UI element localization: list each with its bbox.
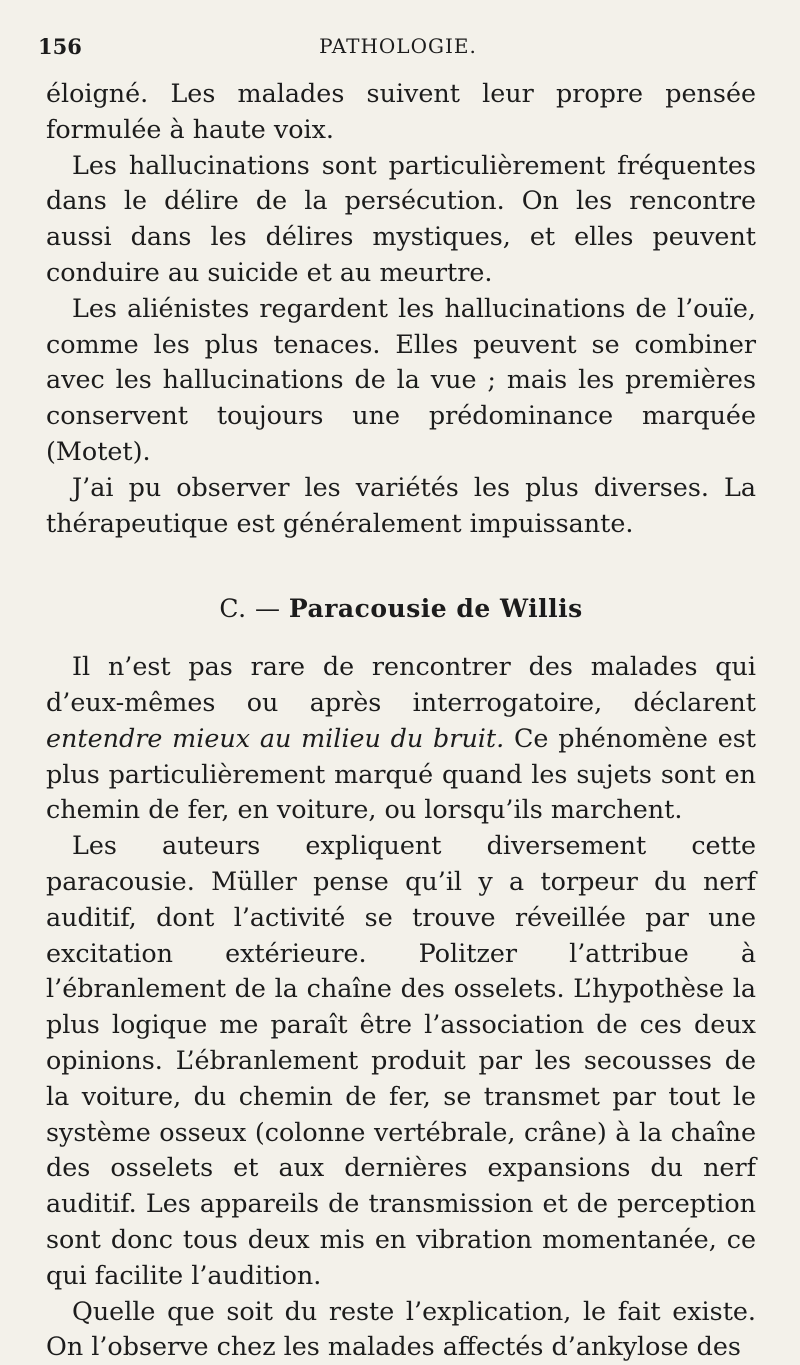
section-title: Paracousie de Willis <box>289 594 583 623</box>
page-header <box>38 34 758 64</box>
paragraph-continuation: éloigné. Les malades suivent leur propre pensée formulée à haute voix. <box>46 76 756 148</box>
paragraph-text-start: Il n’est pas rare de rencontrer des malades qui d’eux-mêmes ou après interrogatoire, déclarent <box>46 651 756 717</box>
running-title: PATHOLOGIE. <box>38 34 758 58</box>
paragraph-hallucinations-persecution: Les hallucinations sont particulièrement fréquentes dans le délire de la persécution. On les rencontre aussi dans les délires mystiques, et elles peuvent conduire au suicide et au meurtre. <box>46 148 756 291</box>
paragraph-explication: Quelle que soit du reste l’explication, le fait existe. On l’observe chez les malades affectés d’ankylose des <box>46 1294 756 1365</box>
italic-phrase: entendre mieux au milieu du bruit. <box>46 723 504 753</box>
body-text <box>46 76 756 1365</box>
paragraph-alienistes: Les aliénistes regardent les hallucinations de l’ouïe, comme les plus tenaces. Elles peuvent se combiner avec les hallucinations de la vue ; mais les premières conservent toujours une prédominance marquée (Motet). <box>46 291 756 470</box>
section-heading <box>46 591 756 627</box>
paragraph-therapeutique: J’ai pu observer les variétés les plus diverses. La thérapeutique est généralement impuissante. <box>46 470 756 542</box>
page-number: 156 <box>38 34 82 59</box>
paragraph-text-end: Ce phénomène est plus particulièrement marqué quand les sujets sont en chemin de fer, en voiture, ou lorsqu’ils marchent. <box>46 723 756 825</box>
section-letter: C. — <box>219 594 280 623</box>
paragraph-auteurs: Les auteurs expliquent diversement cette paracousie. Müller pense qu’il y a torpeur du nerf auditif, dont l’activité se trouve réveillée par une excitation extérieure. Politzer l’attribue à l’ébranlement de la chaîne des osselets. L’hypothèse la plus logique me paraît être l’association de ces deux opinions. L’ébranlement produit par les secousses de la voiture, du chemin de fer, se transmet par tout le système osseux (colonne vertébrale, crâne) à la chaîne des osselets et aux dernières expansions du nerf auditif. Les appareils de transmission et de perception sont donc tous deux mis en vibration momentanée, ce qui facilite l’audition. <box>46 828 756 1293</box>
paragraph-paracousie-intro <box>46 649 756 828</box>
